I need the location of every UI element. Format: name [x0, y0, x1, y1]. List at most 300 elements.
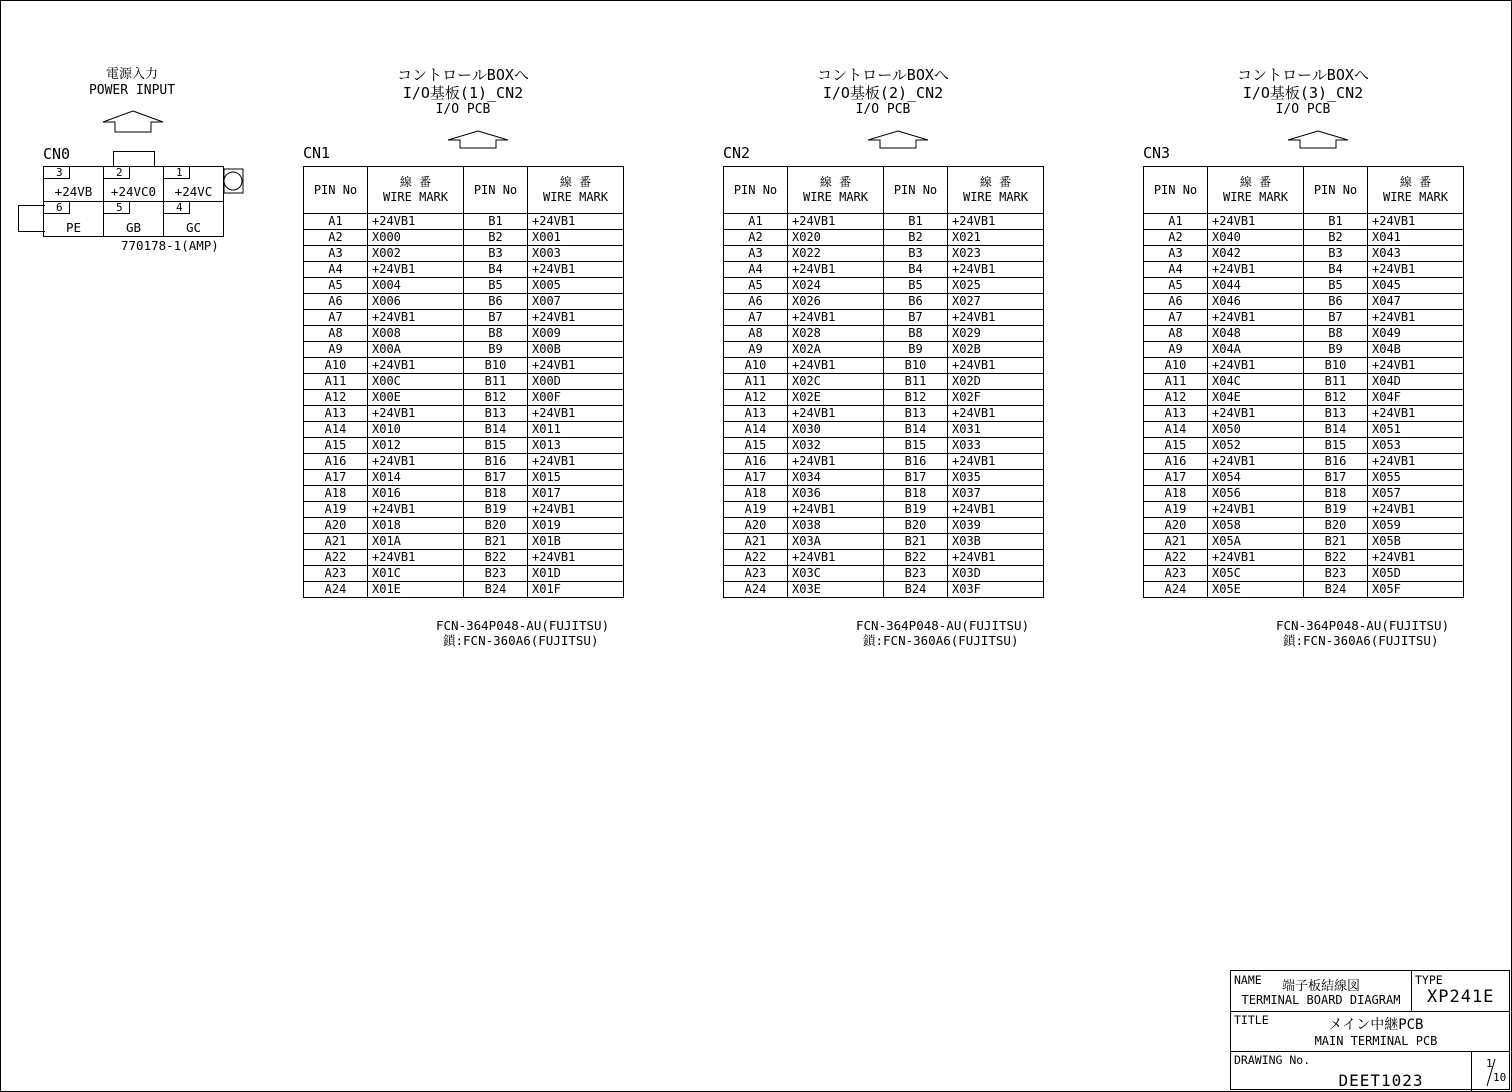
wire-mark-a: +24VB1: [1208, 358, 1304, 374]
pin-a: A3: [304, 246, 368, 262]
pin-a: A24: [724, 582, 788, 598]
wire-mark-b: X057: [1368, 486, 1464, 502]
wire-mark-header-jp: 線 番: [1239, 175, 1272, 189]
wire-mark-a: +24VB1: [1208, 310, 1304, 326]
pin-a: A15: [724, 438, 788, 454]
destination-line-1: コントロールBOXへ: [1237, 66, 1369, 84]
wire-mark-b: +24VB1: [528, 550, 624, 566]
wire-mark-header: [948, 167, 1044, 214]
table-row: [1144, 406, 1464, 422]
wire-mark-b: X01D: [528, 566, 624, 582]
pin-a: A2: [304, 230, 368, 246]
wire-mark-a: X002: [368, 246, 464, 262]
wire-mark-b: X05B: [1368, 534, 1464, 550]
up-arrow-icon: [446, 130, 510, 150]
wire-mark-b: X019: [528, 518, 624, 534]
wire-mark-b: X055: [1368, 470, 1464, 486]
wire-mark-b: X01F: [528, 582, 624, 598]
pin-a: A12: [724, 390, 788, 406]
wire-mark-a: X010: [368, 422, 464, 438]
table-row: [724, 422, 1044, 438]
pin-b: B2: [1304, 230, 1368, 246]
pin-b: B10: [884, 358, 948, 374]
wire-mark-a: X056: [1208, 486, 1304, 502]
table-row: [1144, 534, 1464, 550]
table-row: [724, 214, 1044, 230]
wire-mark-b: X00D: [528, 374, 624, 390]
pin-b: B6: [884, 294, 948, 310]
wire-mark-a: X020: [788, 230, 884, 246]
pin-b: B9: [884, 342, 948, 358]
pin-b: B20: [464, 518, 528, 534]
pin-a: A11: [724, 374, 788, 390]
wire-mark-a: X05C: [1208, 566, 1304, 582]
table-row: [304, 486, 624, 502]
connector-label: CN2: [723, 144, 751, 162]
wire-mark-header: [1368, 167, 1464, 214]
pin-number: 3: [44, 167, 70, 179]
wire-mark-a: X03A: [788, 534, 884, 550]
pin-b: B18: [884, 486, 948, 502]
pin-a: A15: [304, 438, 368, 454]
pin-b: B23: [884, 566, 948, 582]
wire-mark-a: +24VB1: [1208, 406, 1304, 422]
connector-latch-icon: [222, 167, 246, 195]
pin-b: B8: [884, 326, 948, 342]
wire-mark-header: [528, 167, 624, 214]
pin-a: A7: [304, 310, 368, 326]
pin-a: A9: [724, 342, 788, 358]
table-row: [304, 550, 624, 566]
wire-mark-b: X025: [948, 278, 1044, 294]
pin-b: B15: [884, 438, 948, 454]
table-row: [724, 518, 1044, 534]
wire-mark-a: X05A: [1208, 534, 1304, 550]
table-row: [1144, 550, 1464, 566]
wire-mark-b: +24VB1: [948, 214, 1044, 230]
wire-mark-a: X02C: [788, 374, 884, 390]
pin-a: A20: [1144, 518, 1208, 534]
wire-mark-b: +24VB1: [1368, 406, 1464, 422]
pin-b: B9: [1304, 342, 1368, 358]
pin-a: A16: [304, 454, 368, 470]
table-row: [724, 566, 1044, 582]
pin-b: B24: [464, 582, 528, 598]
pin-a: A4: [304, 262, 368, 278]
pin-number: 5: [104, 202, 130, 214]
wire-mark-a: +24VB1: [1208, 550, 1304, 566]
pin-b: B15: [464, 438, 528, 454]
wire-mark-a: X02E: [788, 390, 884, 406]
wire-mark-a: X042: [1208, 246, 1304, 262]
wire-mark-b: X033: [948, 438, 1044, 454]
table-row: [1144, 486, 1464, 502]
wire-mark-a: X024: [788, 278, 884, 294]
pin-a: A4: [1144, 262, 1208, 278]
wire-mark-b: +24VB1: [528, 502, 624, 518]
table-row: [1144, 230, 1464, 246]
pin-a: A19: [724, 502, 788, 518]
pin-b: B7: [464, 310, 528, 326]
pin-a: A2: [724, 230, 788, 246]
pin-b: B3: [1304, 246, 1368, 262]
pin-a: A16: [1144, 454, 1208, 470]
table-row: [724, 582, 1044, 598]
table-row: [304, 326, 624, 342]
drawing-no-label: DRAWING No.: [1234, 1053, 1311, 1067]
pin-b: B10: [464, 358, 528, 374]
destination-caption: [778, 66, 988, 118]
pin-a: A21: [304, 534, 368, 550]
wire-mark-a: X00E: [368, 390, 464, 406]
table-row: [724, 246, 1044, 262]
wire-mark-a: X046: [1208, 294, 1304, 310]
pin-number: 2: [104, 167, 130, 179]
pin-a: A18: [724, 486, 788, 502]
pin-a: A18: [304, 486, 368, 502]
table-row: [1144, 390, 1464, 406]
pin-b: B19: [1304, 502, 1368, 518]
pin-a: A22: [304, 550, 368, 566]
pin-b: B12: [464, 390, 528, 406]
up-arrow-icon: [101, 110, 165, 134]
wire-mark-b: X045: [1368, 278, 1464, 294]
wire-mark-header-en: WIRE MARK: [1222, 190, 1289, 204]
table-row: [304, 502, 624, 518]
connector-label: CN3: [1143, 144, 1171, 162]
pin-a: A10: [304, 358, 368, 374]
table-row: [1144, 582, 1464, 598]
wire-mark-a: X03C: [788, 566, 884, 582]
wire-mark-a: X008: [368, 326, 464, 342]
wire-mark-a: X028: [788, 326, 884, 342]
drawing-no-value: DEET1023: [1338, 1071, 1424, 1090]
wire-mark-b: X03F: [948, 582, 1044, 598]
wire-mark-a: X050: [1208, 422, 1304, 438]
cn0-part-number: 770178-1(AMP): [121, 238, 219, 253]
wire-mark-b: X04D: [1368, 374, 1464, 390]
pin-a: A8: [724, 326, 788, 342]
pin-b: B12: [884, 390, 948, 406]
pin-b: B13: [464, 406, 528, 422]
pin-a: A14: [304, 422, 368, 438]
wire-mark-a: X01A: [368, 534, 464, 550]
table-row: [724, 358, 1044, 374]
pin-a: A23: [304, 566, 368, 582]
name-label: NAME: [1234, 973, 1262, 987]
pin-no-header: PIN No: [464, 167, 528, 214]
wire-mark-a: X038: [788, 518, 884, 534]
table-row: [1144, 502, 1464, 518]
wire-mark-b: +24VB1: [1368, 310, 1464, 326]
wire-mark-b: X023: [948, 246, 1044, 262]
wire-mark-a: X04C: [1208, 374, 1304, 390]
cn0-pin-6: [43, 201, 104, 237]
wire-mark-a: X01E: [368, 582, 464, 598]
table-row: [1144, 374, 1464, 390]
wire-mark-a: +24VB1: [788, 550, 884, 566]
wire-mark-a: X048: [1208, 326, 1304, 342]
pin-a: A2: [1144, 230, 1208, 246]
pin-b: B1: [1304, 214, 1368, 230]
pin-a: A13: [1144, 406, 1208, 422]
wire-mark-header: [788, 167, 884, 214]
wire-mark-a: X040: [1208, 230, 1304, 246]
pin-label: +24VC: [174, 184, 213, 199]
table-row: [1144, 294, 1464, 310]
wire-mark-b: X039: [948, 518, 1044, 534]
pin-b: B3: [884, 246, 948, 262]
wire-mark-b: X05F: [1368, 582, 1464, 598]
wire-mark-a: X018: [368, 518, 464, 534]
table-row: [304, 342, 624, 358]
destination-line-3: I/O PCB: [855, 102, 911, 117]
wire-mark-a: +24VB1: [368, 310, 464, 326]
pin-b: B17: [884, 470, 948, 486]
wire-mark-b: X05D: [1368, 566, 1464, 582]
wire-mark-a: X03E: [788, 582, 884, 598]
pin-a: A5: [1144, 278, 1208, 294]
pin-b: B14: [464, 422, 528, 438]
pin-b: B4: [884, 262, 948, 278]
wire-mark-header-jp: 線 番: [979, 175, 1012, 189]
wire-mark-header-en: WIRE MARK: [542, 190, 609, 204]
wire-mark-b: X059: [1368, 518, 1464, 534]
pin-b: B21: [884, 534, 948, 550]
pin-b: B14: [884, 422, 948, 438]
pin-b: B7: [1304, 310, 1368, 326]
table-row: [724, 390, 1044, 406]
type-value: XP241E: [1427, 987, 1495, 1007]
pin-b: B16: [464, 454, 528, 470]
wire-mark-header-en: WIRE MARK: [382, 190, 449, 204]
wire-mark-a: X006: [368, 294, 464, 310]
wire-mark-b: X035: [948, 470, 1044, 486]
name-en: TERMINAL BOARD DIAGRAM: [1241, 993, 1401, 1007]
pin-a: A1: [1144, 214, 1208, 230]
table-row: [304, 518, 624, 534]
wire-mark-header-jp: 線 番: [399, 175, 432, 189]
table-row: [724, 278, 1044, 294]
wire-mark-b: +24VB1: [1368, 262, 1464, 278]
table-header: [304, 167, 624, 214]
destination-caption: [358, 66, 568, 118]
table-row: [724, 310, 1044, 326]
pin-b: B11: [884, 374, 948, 390]
title-label: TITLE: [1234, 1013, 1269, 1027]
table-row: [304, 374, 624, 390]
pin-no-header: PIN No: [884, 167, 948, 214]
pin-a: A13: [304, 406, 368, 422]
wire-mark-a: +24VB1: [368, 502, 464, 518]
pin-a: A3: [724, 246, 788, 262]
pin-a: A15: [1144, 438, 1208, 454]
wire-mark-b: +24VB1: [948, 502, 1044, 518]
wire-mark-a: X00A: [368, 342, 464, 358]
pin-b: B18: [464, 486, 528, 502]
pin-no-header: PIN No: [724, 167, 788, 214]
title-jp: メイン中継PCB: [1328, 1017, 1424, 1033]
table-row: [304, 246, 624, 262]
pin-b: B8: [464, 326, 528, 342]
table-row: [724, 374, 1044, 390]
table-row: [304, 262, 624, 278]
pin-a: A23: [1144, 566, 1208, 582]
pin-no-header: PIN No: [1304, 167, 1368, 214]
wire-mark-b: X001: [528, 230, 624, 246]
pin-b: B19: [464, 502, 528, 518]
pin-b: B6: [1304, 294, 1368, 310]
wire-mark-a: X034: [788, 470, 884, 486]
wire-mark-b: X051: [1368, 422, 1464, 438]
wire-mark-b: +24VB1: [1368, 214, 1464, 230]
type-label: TYPE: [1415, 973, 1443, 987]
destination-line-3: I/O PCB: [435, 102, 491, 117]
wire-mark-b: X02D: [948, 374, 1044, 390]
wire-mark-a: +24VB1: [368, 214, 464, 230]
wire-mark-a: +24VB1: [788, 214, 884, 230]
destination-line-2: I/O基板(1)_CN2: [402, 84, 524, 102]
pin-number: 1: [164, 167, 190, 179]
name-jp: 端子板結線図: [1281, 979, 1360, 994]
pin-b: B17: [1304, 470, 1368, 486]
wire-mark-a: X044: [1208, 278, 1304, 294]
wire-mark-a: X014: [368, 470, 464, 486]
pin-b: B16: [1304, 454, 1368, 470]
pin-a: A8: [304, 326, 368, 342]
pin-b: B2: [464, 230, 528, 246]
destination-line-3: I/O PCB: [1275, 102, 1331, 117]
table-row: [304, 438, 624, 454]
pin-b: B21: [464, 534, 528, 550]
cn0-label: CN0: [43, 145, 71, 163]
power-input-caption: [72, 67, 192, 99]
wire-mark-b: X041: [1368, 230, 1464, 246]
pin-b: B20: [1304, 518, 1368, 534]
table-header: [724, 167, 1044, 214]
table-row: [1144, 214, 1464, 230]
connector-label: CN1: [303, 144, 331, 162]
pin-table: [1143, 166, 1464, 598]
wire-mark-b: X037: [948, 486, 1044, 502]
wire-mark-a: X022: [788, 246, 884, 262]
wire-mark-a: X054: [1208, 470, 1304, 486]
pin-a: A7: [724, 310, 788, 326]
wire-mark-b: +24VB1: [948, 550, 1044, 566]
pin-a: A12: [304, 390, 368, 406]
pin-table: [723, 166, 1044, 598]
wire-mark-b: X01B: [528, 534, 624, 550]
wire-mark-a: +24VB1: [1208, 454, 1304, 470]
pin-b: B22: [1304, 550, 1368, 566]
pin-a: A9: [304, 342, 368, 358]
connector-left-tab: [18, 205, 45, 232]
table-row: [724, 502, 1044, 518]
table-row: [1144, 246, 1464, 262]
pin-number: 6: [44, 202, 70, 214]
table-row: [724, 550, 1044, 566]
destination-caption: [1198, 66, 1408, 118]
wire-mark-a: +24VB1: [788, 502, 884, 518]
wire-mark-b: X029: [948, 326, 1044, 342]
wire-mark-b: X005: [528, 278, 624, 294]
pin-b: B20: [884, 518, 948, 534]
wire-mark-b: +24VB1: [1368, 454, 1464, 470]
wire-mark-b: +24VB1: [528, 406, 624, 422]
table-header: [1144, 167, 1464, 214]
pin-a: A10: [724, 358, 788, 374]
pin-b: B8: [1304, 326, 1368, 342]
wire-mark-b: X021: [948, 230, 1044, 246]
table-row: [724, 406, 1044, 422]
wire-mark-b: +24VB1: [1368, 358, 1464, 374]
pin-b: B10: [1304, 358, 1368, 374]
wire-mark-a: X02A: [788, 342, 884, 358]
sheet-total: 10: [1493, 1071, 1507, 1084]
table-row: [304, 470, 624, 486]
pin-a: A20: [724, 518, 788, 534]
wire-mark-b: X003: [528, 246, 624, 262]
pin-a: A20: [304, 518, 368, 534]
pin-a: A13: [724, 406, 788, 422]
pin-label: +24VB: [54, 184, 93, 199]
pin-a: A6: [304, 294, 368, 310]
table-row: [304, 214, 624, 230]
pin-a: A5: [304, 278, 368, 294]
cn0-pin-3: [43, 166, 104, 202]
wire-mark-b: X00F: [528, 390, 624, 406]
pin-b: B3: [464, 246, 528, 262]
pin-a: A5: [724, 278, 788, 294]
table-row: [304, 390, 624, 406]
pin-b: B11: [464, 374, 528, 390]
pin-a: A24: [304, 582, 368, 598]
pin-a: A17: [724, 470, 788, 486]
wire-mark-a: X00C: [368, 374, 464, 390]
wire-mark-b: +24VB1: [1368, 502, 1464, 518]
pin-no-header: PIN No: [1144, 167, 1208, 214]
wire-mark-a: +24VB1: [1208, 214, 1304, 230]
pin-a: A12: [1144, 390, 1208, 406]
wire-mark-b: +24VB1: [1368, 550, 1464, 566]
lock-part-number: 鎖:FCN-360A6(FUJITSU): [1283, 633, 1439, 648]
pin-a: A11: [1144, 374, 1208, 390]
pin-b: B23: [1304, 566, 1368, 582]
table-row: [304, 294, 624, 310]
lock-part-number: 鎖:FCN-360A6(FUJITSU): [863, 633, 1019, 648]
wire-mark-b: +24VB1: [948, 310, 1044, 326]
wire-mark-a: +24VB1: [788, 358, 884, 374]
table-row: [304, 566, 624, 582]
wire-mark-a: +24VB1: [1208, 262, 1304, 278]
pin-b: B5: [884, 278, 948, 294]
destination-line-1: コントロールBOXへ: [817, 66, 949, 84]
pin-a: A17: [1144, 470, 1208, 486]
wire-mark-a: X036: [788, 486, 884, 502]
pin-b: B1: [464, 214, 528, 230]
pin-a: A11: [304, 374, 368, 390]
wire-mark-b: X02F: [948, 390, 1044, 406]
pin-a: A17: [304, 470, 368, 486]
pin-b: B24: [1304, 582, 1368, 598]
pin-b: B6: [464, 294, 528, 310]
table-row: [724, 230, 1044, 246]
pin-b: B18: [1304, 486, 1368, 502]
pin-a: A14: [1144, 422, 1208, 438]
pin-a: A4: [724, 262, 788, 278]
title-en: MAIN TERMINAL PCB: [1314, 1034, 1438, 1048]
wire-mark-a: X04E: [1208, 390, 1304, 406]
